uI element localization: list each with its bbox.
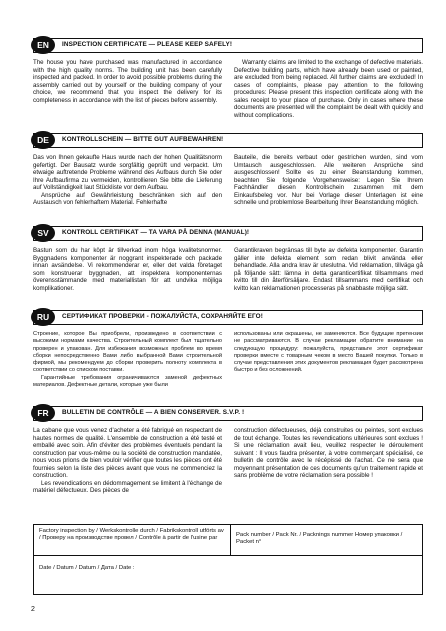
right-column [234, 59, 423, 119]
section-ru [33, 310, 423, 389]
form-divider-vertical [230, 525, 231, 555]
paragraph: The house you have purchased was manufactured in accordance with the high quality norms. The building unit has been carefully inspected and packed. In order to avoid possible problems during the assembly carried out by yourself or the building company of your choice, we recommend that you inspect the delivery for its completeness in accordance with the list of pieces before assembly. [33, 59, 222, 104]
inspection-form [33, 524, 423, 595]
paragraph: Les revendications en dédommagement se limitent à l'échange de matériel défectueux. Des pièces de [33, 479, 222, 495]
paragraph: Garantikraven begränsas till byte av defekta komponenter. Garantin gäller inte defekta element som redan blivit använda eller behandlade. Alla andra krav är uteslutna. Vid reklamation, tillväga gå på följande sätt: lämna in detta garanticertifikat tillsammans med kvitto till din återförsäljare. Endast tillsammans med certifikat och kvitto kan reklamationen processeras på snabbaste möjliga sätt. [234, 247, 423, 292]
pack-number-field[interactable]: Pack number / Pack Nr. / Packnings nummer Номер упаковки / Packet n° [236, 532, 403, 546]
section-title: KONTROLL CERTIFIKAT — TA VARA PÅ DENNA (MANUAL)! [62, 229, 250, 236]
section-title: KONTROLLSCHEIN — BITTE GUT AUFBEWAHREN! [62, 136, 224, 143]
paragraph: Bauteile, die bereits verbaut oder gestrichen wurden, sind vom Umtausch ausgeschlossen. Alle weiteren Ansprüche sind ausgeschlossen! Sollte es zu einer Beanstandung kommen, beachten Sie folgende Vorgehensweise: Legen Sie Ihrem Fachhändler diesen Kontrollschein zusammen mit dem Einkaufsbeleg vor. Nur bei Vorlage dieser Unterlagen ist eine schnelle und problemlose Bearbeitung Ihrer Beanstandung möglich. [234, 154, 423, 207]
paragraph: Warranty claims are limited to the exchange of defective materials. Defective building parts, which have already been used or painted, are excluded from being replaced. All further claims are excluded! In cases of complaints, please pay attention to the following procedures: Please present this inspection certificate along with the sales receipt to your place of purchase. Only in cases where these documents are presented will the complaint be dealt with quickly and without complications. [234, 59, 423, 119]
right-column [234, 331, 423, 389]
section-fr [33, 406, 423, 495]
section-header [33, 310, 423, 325]
section-header [33, 226, 423, 241]
language-badge: SV [31, 224, 55, 242]
paragraph: Ansprüche auf Gewährleistung beschränken sich auf den Austausch von fehlerhaftem Material. Fehlerhafte [33, 191, 222, 207]
section-title: INSPECTION CERTIFICATE — PLEASE KEEP SAFELY! [62, 41, 233, 48]
right-column [234, 247, 423, 292]
paragraph: La cabane que vous venez d'acheter a été fabriqué en respectant de hautes normes de qualité. L'ensemble de construction a été testé et emballé avec soin. Afin d'éviter des problèmes éventuels pendant la construction par vous-même ou la société de construction mandatée, nous vous prions de bien vouloir vérifier que toutes les pièces ont été fournies selon la liste des pièces avant que vous ne commenciez la construction. [33, 427, 222, 480]
left-column [33, 331, 222, 389]
paragraph: Строение, которое Вы приобрели, произведено в соответствии с высокими нормами качества. Строительный комплект был тщательно проверен и упакован. Для избежания возможных проблем во время сборки непосредственно Вами либо выбранной Вами строительной фирмой, мы рекомендуем до сборки проверить полноту комплекта в соответствии со списком поставки. [33, 331, 222, 374]
paragraph: Bastun som du har köpt är tillverkad inom höga kvalitetsnormer. Byggnadens komponenter är noggrant inspekterade och packade innan avsändelse. Vi rekommenderar er, eller det valda företaget som konstruerar byggnaden, att inspektera komponenternas överensstämmande med materiallistan för att undvika möjliga komplikationer. [33, 247, 222, 292]
language-badge: DE [31, 131, 55, 149]
language-badge: FR [31, 404, 55, 422]
section-title: СЕРТИФИКАТ ПРОВЕРКИ - ПОЖАЛУЙСТА, СОХРАНЯЙТЕ ЕГО! [62, 313, 263, 320]
language-badge: RU [31, 308, 55, 326]
language-badge: EN [31, 36, 55, 54]
paragraph: использованы или окрашены, не заменяются. Все будущие претензии не рассматриваются. В случае рекламации обратите внимание на следующую процедуру: пожалуйста, представьте этот сертификат проверки вместе с товарным чеком в место Вашей покупки. Только в случае представления этих документов рекламация будет рассмотрена быстро и без осложнений. [234, 331, 423, 374]
section-header [33, 133, 423, 148]
left-column [33, 427, 222, 495]
right-column [234, 154, 423, 207]
paragraph: construction défectueuses, déjà construites ou peintes, sont exclues de tout échange. Toutes les revendications ultérieures sont exclues ! Si une réclamation avait lieu, veuillez respecter le déroulement suivant : Il vous faudra présenter, à votre commerçant spécialisé, ce bulletin de contrôle avec le récépissé de l'achat. Ce ne sera que moyennant présentation de ces documents qu'un traitement rapide et sans problème de votre réclamation sera possible ! [234, 427, 423, 480]
section-sv [33, 226, 423, 292]
left-column [33, 59, 222, 119]
date-field[interactable]: Date / Datum / Datum / Дата / Date : [39, 565, 135, 571]
left-column [33, 247, 222, 292]
section-en [33, 38, 423, 119]
left-column [33, 154, 222, 207]
section-title: BULLETIN DE CONTRÔLE — A BIEN CONSERVER. S.V.P. ! [62, 409, 245, 416]
paragraph: Das von Ihnen gekaufte Haus wurde nach der hohen Qualitätsnorm gefertigt. Der Bausatz wurde sorgfältig geprüft und verpackt. Um etwaige auftretende Probleme während des Aufbaus durch Sie oder Ihre Aufbaufirma zu vermeiden, kontrollieren Sie bitte die Lieferung auf Vollständigkeit laut Stückliste vor dem Aufbau. [33, 154, 222, 192]
paragraph: Гарантийные требования ограничиваются заменой дефектных материалов. Дефектные детали, которые уже были [33, 374, 222, 389]
page-number: 2 [31, 606, 35, 613]
factory-inspection-field[interactable]: Factory inspection by / Werkskontrolle durch / Fabrikskontroll utförts av / Проверу на производстве провел / Contrôle à partir de l'usine par [39, 528, 224, 542]
form-divider-horizontal [34, 555, 422, 556]
section-de [33, 133, 423, 207]
section-header [33, 406, 423, 421]
section-header [33, 38, 423, 53]
right-column [234, 427, 423, 495]
